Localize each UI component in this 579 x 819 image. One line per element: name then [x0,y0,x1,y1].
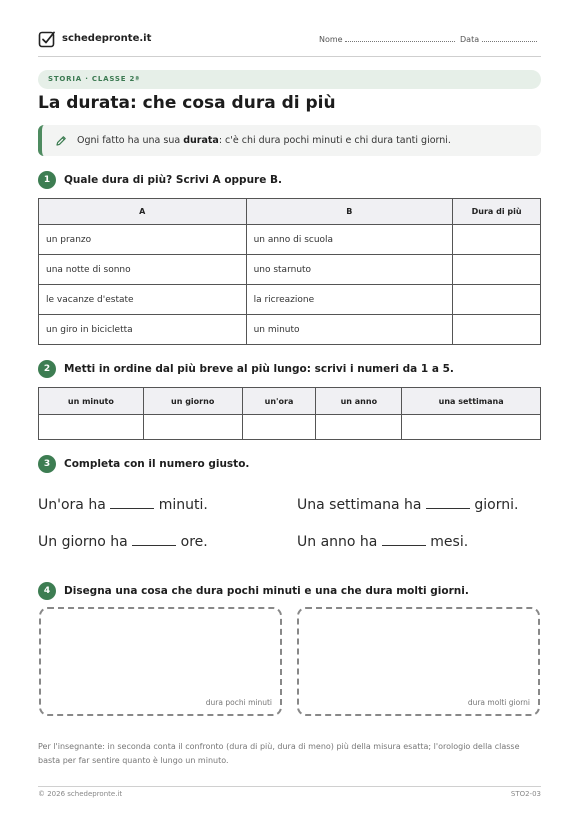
table-row [39,225,541,255]
column-header-longer: Dura di più [453,199,541,225]
answer-cell[interactable] [316,415,402,440]
cell-b: uno starnuto [246,255,453,285]
answer-blank[interactable] [132,534,176,546]
answer-cell[interactable] [453,225,541,255]
section-title: Metti in ordine dal più breve al più lungo: scrivi i numeri da 1 a 5. [64,363,454,375]
page-title: La durata: che cosa dura di più [38,93,336,113]
column-header: una settimana [402,388,541,415]
info-note [38,125,541,156]
drawing-box-label: dura pochi minuti [205,698,272,707]
note-text: Ogni fatto ha una sua durata: c'è chi dura pochi minuti e chi dura tanti giorni. [77,135,451,146]
fill-sentence: Un giorno ha ore. [38,534,208,550]
cell-a: le vacanze d'estate [39,285,247,315]
answer-cell[interactable] [402,415,541,440]
cell-a: una notte di sonno [39,255,247,285]
column-header: un'ora [242,388,316,415]
page-header [38,29,541,57]
subject-bar [38,70,541,89]
answer-blank[interactable] [382,534,426,546]
subject-label: STORIA · CLASSE 2ª [48,75,140,83]
table-row [39,415,541,440]
answer-cell[interactable] [143,415,242,440]
answer-cell[interactable] [39,415,144,440]
comparison-table [38,198,541,345]
checkbox-logo-icon [38,30,56,48]
table-row [39,285,541,315]
column-header-a: A [39,199,247,225]
column-header: un minuto [39,388,144,415]
section-title: Completa con il numero giusto. [64,458,250,470]
fill-sentence: Un anno ha mesi. [297,534,469,550]
answer-cell[interactable] [242,415,316,440]
section-title: Disegna una cosa che dura pochi minuti e una che dura molti giorni. [64,585,469,597]
cell-b: la ricreazione [246,285,453,315]
drawing-box-short[interactable] [39,607,282,716]
site-name: schedepronte.it [62,33,152,44]
fill-sentence: Un'ora ha minuti. [38,497,208,513]
teacher-note: Per l'insegnante: in seconda conta il confronto (dura di più, dura di meno) più della misura esatta; l'orologio della classe basta per far sentire quanto è lungo un minuto. [38,742,520,765]
name-label: Nome [319,35,343,44]
drawing-box-long[interactable] [297,607,540,716]
section-number: 2 [38,360,56,378]
cell-a: un pranzo [39,225,247,255]
column-header: un anno [316,388,402,415]
footer-divider [38,786,541,787]
answer-cell[interactable] [453,255,541,285]
name-field[interactable] [319,35,455,44]
drawing-box-label: dura molti giorni [467,698,530,707]
section-title: Quale dura di più? Scrivi A oppure B. [64,174,282,186]
date-label: Data [460,35,480,44]
date-field[interactable] [460,35,537,44]
cell-b: un anno di scuola [246,225,453,255]
footer-code: STO2-03 [510,790,541,798]
column-header-b: B [246,199,453,225]
footer-copyright: © 2026 schedepronte.it [38,790,123,798]
cell-b: un minuto [246,315,453,345]
section-number: 3 [38,455,56,473]
answer-cell[interactable] [453,285,541,315]
section-number: 4 [38,582,56,600]
column-header: un giorno [143,388,242,415]
fill-sentence: Una settimana ha giorni. [297,497,519,513]
table-row [39,315,541,345]
answer-blank[interactable] [426,497,470,509]
answer-blank[interactable] [110,497,154,509]
answer-cell[interactable] [453,315,541,345]
cell-a: un giro in bicicletta [39,315,247,345]
pencil-icon [55,135,67,147]
section-number: 1 [38,171,56,189]
table-row [39,255,541,285]
ordering-table [38,387,541,440]
